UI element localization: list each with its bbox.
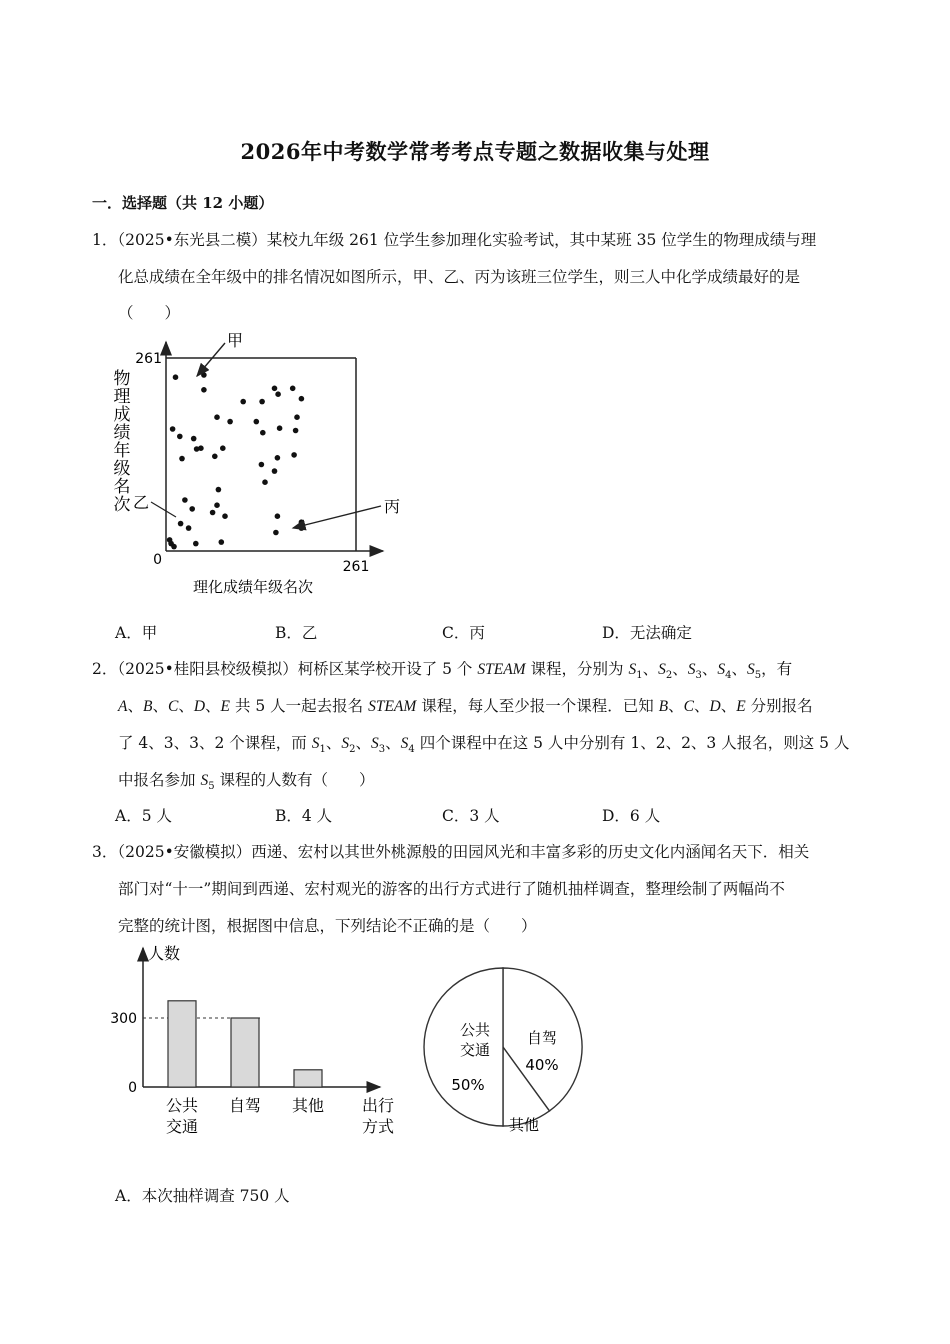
scatter-point [210, 510, 216, 516]
pie-label-public-1: 公共 [459, 1021, 491, 1039]
letter-a: A [118, 698, 128, 715]
scatter-points [167, 372, 304, 549]
scatter-point [201, 372, 207, 378]
scatter-point [299, 396, 305, 402]
q1-option-c[interactable]: C．丙 [442, 624, 485, 642]
scatter-point [219, 539, 225, 545]
scatter-point [293, 428, 299, 434]
scatter-point [275, 513, 281, 519]
bar-category-label: 公共 [165, 1096, 199, 1115]
letter-e: E [736, 698, 746, 715]
s-var: S [400, 735, 409, 752]
scatter-point [194, 446, 200, 452]
q2-option-c[interactable]: C．3 人 [442, 807, 500, 825]
steam-term: STEAM [368, 698, 417, 715]
arrow-jia [197, 343, 225, 376]
pie-label-other: 其他 [508, 1116, 540, 1134]
bar-x-label-2: 方式 [362, 1117, 395, 1136]
q2-text: 四个课程中在这 5 人中分别有 1、2、2、3 人报名，则这 5 人 [414, 734, 850, 752]
q3-pie-chart [420, 955, 590, 1155]
q2-option-d[interactable]: D．6 人 [602, 807, 661, 825]
pie-label-selfdrive: 自驾 [526, 1029, 558, 1047]
scatter-point [177, 434, 183, 440]
section-heading: 一．选择题（共 12 小题） [92, 194, 274, 212]
q2-text: 课程，分别为 [525, 660, 629, 678]
q3-bar-chart [112, 940, 412, 1150]
scatter-point [216, 487, 222, 493]
steam-term: STEAM [477, 661, 526, 678]
page-title: 2026年中考数学常考考点专题之数据收集与处理 [240, 139, 710, 164]
q2-text: ，有 [761, 660, 793, 678]
scatter-point [178, 521, 184, 527]
label-bing: 丙 [384, 497, 401, 516]
q1-option-d[interactable]: D．无法确定 [602, 624, 692, 642]
origin-tick: 0 [153, 552, 162, 568]
q2-text: 课程，每人至少报一个课程．已知 [416, 697, 659, 715]
q2-line4: 中报名参加 $S_5$ 课程的人数有（ ） [118, 771, 375, 793]
q1-option-a[interactable]: A．甲 [115, 624, 158, 642]
scatter-point [214, 502, 220, 508]
scatter-point [170, 426, 176, 432]
q1-text-2: 化总成绩在全年级中的排名情况如图所示，甲、乙、丙为该班三位学生，则三人中化学成绩最好的是 [118, 268, 801, 286]
bar-category-label: 交通 [165, 1117, 199, 1136]
s-var: S [687, 661, 696, 678]
arrow-yi [151, 502, 176, 517]
scatter-point [260, 430, 266, 436]
q2-line2: A、B、C、D、E 共 5 人一起去报名 STEAM 课程，每人至少报一个课程．已知 B、C、D、E 分别报名 [118, 697, 813, 715]
scatter-point [275, 391, 281, 397]
bar-x-label-1: 出行 [362, 1096, 395, 1115]
bar [294, 1070, 322, 1087]
scatter-point [212, 454, 218, 460]
scatter-point [275, 455, 281, 461]
q3-text-2: 部门对“十一”期间到西递、宏村观光的游客的出行方式进行了随机抽样调查，整理绘制了两幅尚不 [118, 880, 785, 898]
x-max-tick: 261 [342, 559, 370, 575]
bar [231, 1018, 259, 1087]
q2-text: 共 5 人一起去报名 [230, 697, 369, 715]
q1-text-3: （ ） [118, 304, 181, 322]
scatter-point [262, 479, 268, 485]
scatter-point [173, 374, 179, 380]
s-var: S [717, 661, 726, 678]
scatter-point [240, 399, 246, 405]
scatter-point [191, 436, 197, 442]
scatter-point [290, 386, 296, 392]
scatter-point [227, 419, 233, 425]
scatter-point [259, 462, 265, 468]
s-var: S [747, 661, 755, 678]
s-var: S [341, 735, 350, 752]
s-var: S [311, 735, 320, 752]
scatter-point [214, 414, 220, 420]
letter-d: D [193, 698, 206, 715]
scatter-point [189, 506, 195, 512]
q1-number: 1． [92, 231, 118, 249]
scatter-point [277, 425, 283, 431]
bar-category-label: 其他 [291, 1096, 325, 1115]
letter-b: B [658, 698, 669, 715]
q2-line3: 了 4、3、3、2 个课程，而 $S_1$、$S_2$、$S_3$、$S_4$ 四个课程中在这 5 人中分别有 1、2、2、3 人报名，则这 5 人 [118, 734, 850, 756]
bar [168, 1001, 196, 1087]
label-jia: 甲 [227, 331, 244, 350]
q1-text-1: （2025•东光县二模）某校九年级 261 位学生参加理化实验考试，其中某班 35 位学生的物理成绩与理 [117, 231, 817, 249]
q3-number: 3． [92, 843, 118, 861]
bar-ytick-300: 300 [110, 1011, 137, 1027]
scatter-point [171, 544, 177, 550]
scatter-point [193, 541, 199, 547]
scatter-point [273, 530, 279, 536]
s-var: S [658, 661, 666, 678]
y-axis-label: 物理成绩年级名次 [113, 369, 131, 515]
q2-text: （2025•桂阳县校级模拟）柯桥区某学校开设了 5 个 [117, 660, 478, 678]
arrow-bing [293, 506, 381, 528]
q1-scatter-figure [105, 330, 401, 600]
scatter-point [259, 399, 265, 405]
y-max-tick: 261 [135, 351, 162, 367]
letter-c: C [167, 698, 179, 715]
q2-text: 课程的人数有（ ） [214, 771, 375, 789]
scatter-point [179, 456, 185, 462]
label-yi: 乙 [133, 493, 150, 512]
letter-b: B [142, 698, 153, 715]
scatter-point [201, 387, 207, 393]
q3-line1 [92, 840, 809, 862]
scatter-point [294, 414, 300, 420]
q2-text: 中报名参加 [118, 771, 201, 789]
pie-pct-selfdrive: 40% [525, 1056, 559, 1074]
scatter-point [222, 513, 228, 519]
scatter-point [182, 497, 188, 503]
pie-label-public-2: 交通 [459, 1041, 491, 1059]
q1-option-b[interactable]: B．乙 [275, 624, 318, 642]
bar-y-label: 人数 [148, 944, 181, 963]
letter-c: C [683, 698, 694, 715]
q2-number: 2． [92, 660, 118, 678]
pie [424, 968, 582, 1126]
q3-option-a[interactable]: A．本次抽样调查 750 人 [115, 1187, 290, 1205]
pie-pct-public: 50% [451, 1076, 485, 1094]
q3-text-1: （2025•安徽模拟）西递、宏村以其世外桃源般的田园风光和丰富多彩的历史文化内涵闻名天下．相关 [117, 843, 810, 861]
bar-ytick-0: 0 [128, 1080, 137, 1096]
s-var: S [628, 661, 637, 678]
q2-text: 分别报名 [745, 697, 813, 715]
s-var: S [200, 772, 209, 789]
s-var: S [371, 735, 379, 752]
letter-e: E [220, 698, 231, 715]
bar-category-label: 自驾 [228, 1096, 262, 1115]
bars [166, 1001, 324, 1136]
scatter-point [186, 525, 192, 531]
x-axis-label: 理化成绩年级名次 [192, 578, 314, 596]
q2-line1: 2．（2025•桂阳县校级模拟）柯桥区某学校开设了 5 个 STEAM 课程，分别为 $S_1$、$S_2$、$S_3$、$S_4$、$S_5$，有 [92, 660, 793, 682]
q2-option-a[interactable]: A．5 人 [115, 807, 172, 825]
q3-text-3: 完整的统计图，根据图中信息，下列结论不正确的是（ ） [118, 917, 537, 935]
scatter-point [272, 468, 278, 474]
scatter-point [291, 452, 297, 458]
letter-d: D [709, 698, 721, 715]
q1-line1 [92, 228, 816, 250]
scatter-point [220, 445, 226, 451]
scatter-point [254, 419, 260, 425]
q2-option-b[interactable]: B．4 人 [275, 807, 333, 825]
scatter-point [299, 519, 305, 525]
q2-text: 了 4、3、3、2 个课程，而 [118, 734, 312, 752]
scatter-point [272, 386, 278, 392]
